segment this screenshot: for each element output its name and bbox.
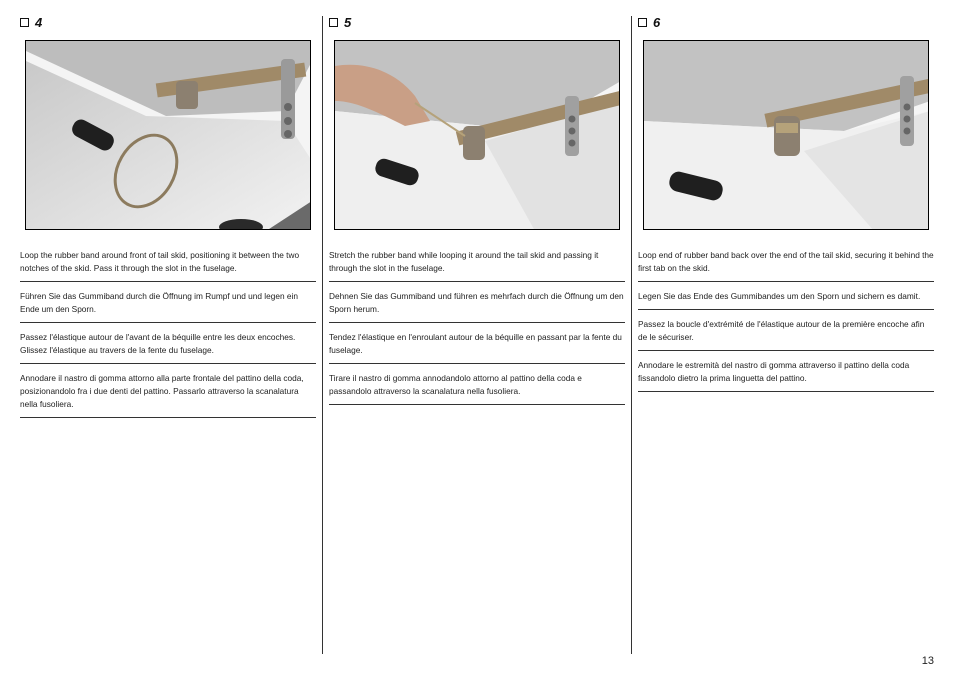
photo-illustration — [26, 41, 311, 230]
step-header — [638, 14, 660, 30]
paragraph-french: Passez l'élastique autour de l'avant de la béquille entre les deux encoches. Glissez l'élastique au travers de la fente du fuselage. — [20, 330, 316, 364]
paragraph-italian: Annodare il nastro di gomma attorno alla parte frontale del pattino della coda, posizionandolo fra i due denti del pattino. Passarlo attraverso la scanalatura nella fusoliera. — [20, 371, 316, 418]
checkbox-icon[interactable] — [638, 18, 647, 27]
step-header — [329, 14, 351, 30]
paragraph-french: Tendez l'élastique en l'enroulant autour de la béquille en passant par la fente du fuselage. — [329, 330, 625, 364]
step-number: 4 — [35, 14, 43, 30]
paragraph-german: Dehnen Sie das Gummiband und führen es mehrfach durch die Öffnung um den Sporn herum. — [329, 289, 625, 323]
step-text-block — [638, 248, 934, 399]
step-text-block — [329, 248, 625, 412]
page-number: 13 — [921, 655, 934, 667]
step-number: 5 — [344, 14, 352, 30]
paragraph-german: Führen Sie das Gummiband durch die Öffnung im Rumpf und und legen ein Ende um den Sporn. — [20, 289, 316, 323]
checkbox-icon[interactable] — [329, 18, 338, 27]
step-photo — [643, 40, 929, 230]
step-photo — [334, 40, 620, 230]
column-divider — [322, 16, 323, 654]
paragraph-german: Legen Sie das Ende des Gummibandes um den Sporn und sichern es damit. — [638, 289, 934, 310]
step-header — [20, 14, 42, 30]
paragraph-italian: Tirare il nastro di gomma annodandolo attorno al pattino della coda e passandolo attraverso la scanalatura nella fusoliera. — [329, 371, 625, 405]
column-divider — [631, 16, 632, 654]
paragraph-english: Loop the rubber band around front of tail skid, positioning it between the two notches of the skid. Pass it through the slot in the fuselage. — [20, 248, 316, 282]
step-photo — [25, 40, 311, 230]
paragraph-italian: Annodare le estremità del nastro di gomma attraverso il pattino della coda fissandolo dietro la prima linguetta del pattino. — [638, 358, 934, 392]
photo-illustration — [644, 41, 929, 230]
photo-illustration — [335, 41, 620, 230]
step-text-block — [20, 248, 316, 425]
paragraph-english: Stretch the rubber band while looping it around the tail skid and passing it through the slot in the fuselage. — [329, 248, 625, 282]
paragraph-french: Passez la boucle d'extrémité de l'élastique autour de la première encoche afin de le sécuriser. — [638, 317, 934, 351]
checkbox-icon[interactable] — [20, 18, 29, 27]
paragraph-english: Loop end of rubber band back over the end of the tail skid, securing it behind the first tab on the skid. — [638, 248, 934, 282]
step-number: 6 — [653, 14, 661, 30]
